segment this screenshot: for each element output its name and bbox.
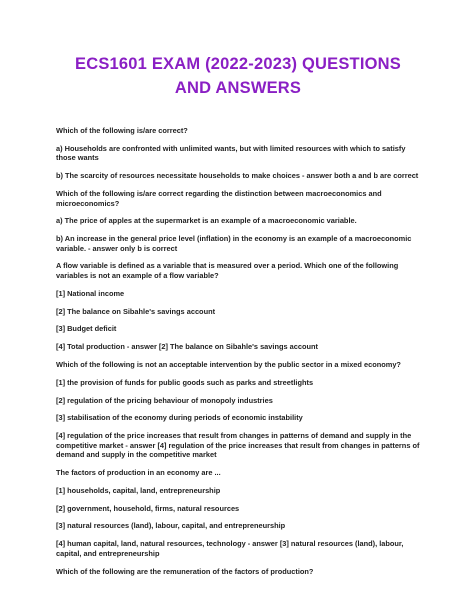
document-title: ECS1601 EXAM (2022-2023) QUESTIONS AND ANSWERS bbox=[75, 55, 401, 97]
paragraph: a) Households are confronted with unlimited wants, but with limited resources with which to satisfy those wants bbox=[56, 143, 406, 163]
paragraph: Which of the following is not an acceptable intervention by the public sector in a mixed economy? bbox=[56, 359, 401, 369]
paragraph: [1] the provision of funds for public goods such as parks and streetlights bbox=[56, 377, 314, 387]
paragraph: Which of the following are the remuneration of the factors of production? bbox=[56, 566, 314, 576]
paragraph: [3] Budget deficit bbox=[56, 324, 117, 334]
paragraph: [2] government, household, firms, natural resources bbox=[56, 503, 240, 513]
paragraph: [4] regulation of the price increases that result from changes in patterns of demand and supply in the competitive market - answer [4] regulation of the price increases that result from changes in patterns of demand and supply in the competitive market bbox=[56, 431, 420, 460]
paragraph: [2] The balance on Sibahle's savings account bbox=[56, 306, 216, 316]
paragraph: [1] households, capital, land, entrepreneurship bbox=[56, 485, 221, 495]
paragraph: [4] human capital, land, natural resources, technology - answer [3] natural resources (land), labour, capital, and entrepreneurship bbox=[56, 539, 404, 558]
paragraph: The factors of production in an economy are ... bbox=[56, 468, 221, 478]
paragraph: [2] regulation of the pricing behaviour of monopoly industries bbox=[56, 395, 273, 405]
paragraph: [1] National income bbox=[56, 288, 125, 298]
paragraph: Which of the following is/are correct? bbox=[56, 126, 188, 135]
paragraph: Which of the following is/are correct regarding the distinction between macroeconomics and microeconomics? bbox=[56, 188, 382, 208]
paragraph: A flow variable is defined as a variable that is measured over a period. Which one of the following variables is not an example of a flow variable? bbox=[56, 261, 399, 281]
paragraph: [3] stabilisation of the economy during periods of economic instability bbox=[56, 413, 303, 423]
paragraph: [4] Total production - answer [2] The balance on Sibahle's savings account bbox=[56, 342, 318, 352]
document-body bbox=[56, 126, 420, 576]
paragraph: b) An increase in the general price level (inflation) in the economy is an example of a macroeconomic variable. - answer only b is correct bbox=[56, 234, 412, 253]
paragraph: [3] natural resources (land), labour, capital, and entrepreneurship bbox=[56, 521, 286, 531]
paragraph: a) The price of apples at the supermarket is an example of a macroeconomic variable. bbox=[56, 216, 357, 226]
paragraph: b) The scarcity of resources necessitate households to make choices - answer both a and b are correct bbox=[56, 171, 419, 181]
